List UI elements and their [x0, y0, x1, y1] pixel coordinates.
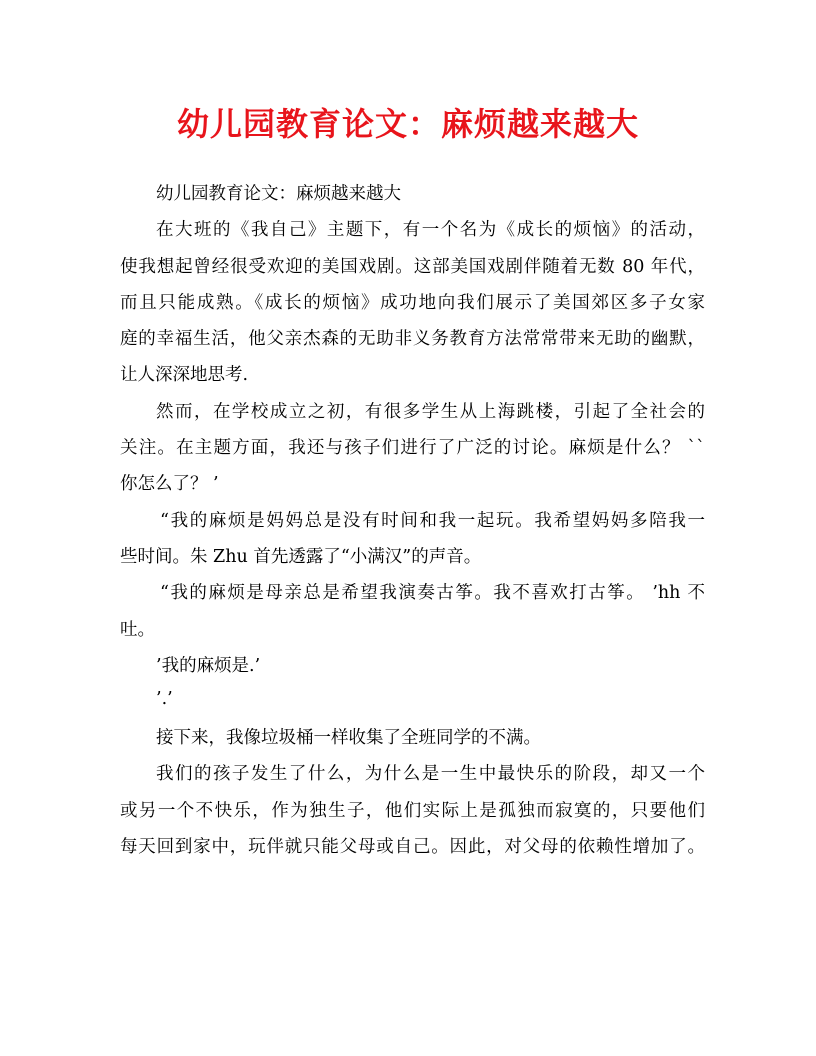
text-line: 庭的幸福生活，他父亲杰森的无助非义务教育方法常常带来无助的幽默，: [120, 329, 705, 350]
text-line: “我的麻烦是妈妈总是没有时间和我一起玩。我希望妈妈多陪我一: [160, 510, 705, 531]
text-line: 使我想起曾经很受欢迎的美国戏剧。这部美国戏剧伴随着无数 80 年代，: [120, 256, 705, 277]
text-line: 接下来，我像垃圾桶一样收集了全班同学的不满。: [156, 728, 541, 749]
text-line: 关注。在主题方面，我还与孩子们进行了广泛的讨论。麻烦是什么？ ``: [120, 438, 705, 459]
document-body: [120, 176, 705, 865]
text-line: 而且只能成熟。《成长的烦恼》成功地向我们展示了美国郊区多子女家: [120, 292, 705, 313]
text-line: ’我的麻烦是.’: [156, 655, 261, 676]
text-line: 然而，在学校成立之初，有很多学生从上海跳楼，引起了全社会的: [156, 401, 705, 422]
text-line: 每天回到家中，玩伴就只能父母或自己。因此，对父母的依赖性增加了。: [120, 837, 705, 858]
text-line: 你怎么了？ ’: [120, 474, 219, 495]
text-line: ’.’: [156, 689, 173, 710]
text-line: 或另一个不快乐，作为独生子，他们实际上是孤独而寂寞的，只要他们: [120, 800, 705, 821]
text-line: 我们的孩子发生了什么，为什么是一生中最快乐的阶段，却又一个: [156, 764, 705, 785]
text-line: 让人深深地思考.: [120, 365, 249, 386]
text-line: 吐。: [120, 619, 155, 640]
text-line: 些时间。朱 Zhu 首先透露了“小满汉”的声音。: [120, 546, 482, 567]
document-title: 幼儿园教育论文：麻烦越来越大: [176, 105, 639, 143]
text-line: “我的麻烦是母亲总是希望我演奏古筝。我不喜欢打古筝。 ’hh 不: [160, 583, 705, 604]
subtitle-line: 幼儿园教育论文：麻烦越来越大: [156, 184, 401, 204]
text-line: 在大班的《我自己》主题下，有一个名为《成长的烦恼》的活动，: [156, 220, 705, 241]
